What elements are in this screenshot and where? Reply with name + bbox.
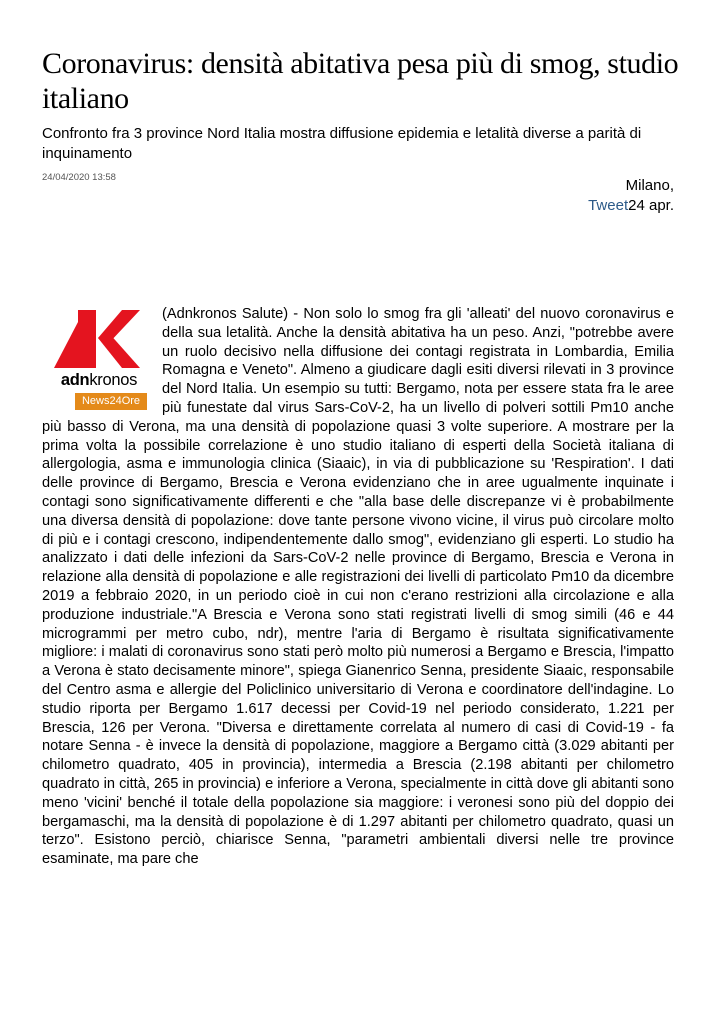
article-body bbox=[42, 305, 674, 869]
logo-spacer bbox=[42, 305, 162, 415]
brand-light-part: kronos bbox=[89, 371, 138, 389]
dateline-city: Milano, bbox=[625, 177, 674, 194]
publish-date: 24/04/2020 13:58 bbox=[42, 172, 116, 183]
article-title: Coronavirus: densità abitativa pesa più di smog, studio italiano bbox=[42, 47, 679, 115]
dateline bbox=[560, 176, 674, 216]
article-text: (Adnkronos Salute) - Non solo lo smog fra gli 'alleati' del nuovo coronavirus e della sua letalità. Anche la densità abitativa ha un peso. Anzi, "potrebbe avere un ruolo decisivo nella diffusione dei contagi registrata in Lombardia, Emilia Romagna e Veneto". Almeno a giudicare dagli esiti diversi rilevati in 3 province del Nord Italia. Un esempio su tutti: Bergamo, nota per essere stata fra le aree più funestate dal virus Sars-CoV-2, ha un livello di polveri sottili Pm10 anche più basso di Verona, ma una densità di popolazione quasi 3 volte superiore. A mostrare per la prima volta la possibile correlazione è uno studio italiano di esperti della Società italiana di allergologia, asma e immunologia clinica (Siaaic), in via di pubblicazione su 'Respiration'. I dati delle province di Bergamo, Brescia e Verona evidenziano che in aree ugualmente inquinate i contagi sono significativamente differenti e che "alla base delle discrepanze vi è probabilmente una diversa densità di popolazione: dove tante persone vivono vicine, il virus può circolare molto di più e i contagi crescono, indipendentemente dallo smog", evidenziano gli esperti. Lo studio ha analizzato i dati delle infezioni da Sars-CoV-2 nelle province di Bergamo, Brescia e Verona in relazione alla densità di popolazione e alle registrazioni dei livelli di particolato Pm10 da dicembre 2019 a febbraio 2020, in un periodo cioè in cui non c'erano restrizioni alla circolazione e alla produzione industriale."A Brescia e Verona sono stati registrati livelli di smog simili (46 e 44 microgrammi per metro cubo, ndr), mentre l'aria di Bergamo è risultata significativamente migliore: i malati di coronavirus sono stati però molto più numerosi a Bergamo e Brescia, l'impatto a Verona è stato decisamente minore", spiega Gianenrico Senna, presidente Siaaic, responsabile del Centro asma e allergie del Policlinico universitario di Verona e coordinatore dell'indagine. Lo studio riporta per Bergamo 1.617 decessi per Covid-19 nel periodo considerato, 1.221 per Brescia, 126 per Verona. "Diversa e direttamente correlata al numero di casi di Covid-19 - fa notare Senna - è invece la densità di popolazione, maggiore a Bergamo città (3.029 abitanti per chilometro quadrato, 405 in provincia), intermedia a Brescia (2.198 abitanti per chilometro quadrato in città, 265 in provincia) e inferiore a Verona, specialmente in città dove gli abitanti sono meno 'vicini' benché il totale della popolazione sia maggiore: i veronesi sono più del doppio dei bergamaschi, ma la densità di popolazione è di 1.297 abitanti per chilometro quadrato, quasi un terzo". Esistono perciò, chiarisce Senna, "parametri ambientali diversi nelle tre province esaminate, ma pare che bbox=[42, 306, 674, 868]
tweet-link[interactable]: Tweet bbox=[588, 197, 629, 214]
dateline-day: 24 apr. bbox=[628, 197, 674, 214]
brand-bold-part: adn bbox=[60, 371, 90, 389]
dateline-row bbox=[560, 196, 674, 216]
article-subtitle: Confronto fra 3 province Nord Italia mostra diffusione epidemia e letalità diverse a parità di inquinamento bbox=[42, 125, 642, 162]
news24ore-badge: News24Ore bbox=[75, 393, 147, 410]
